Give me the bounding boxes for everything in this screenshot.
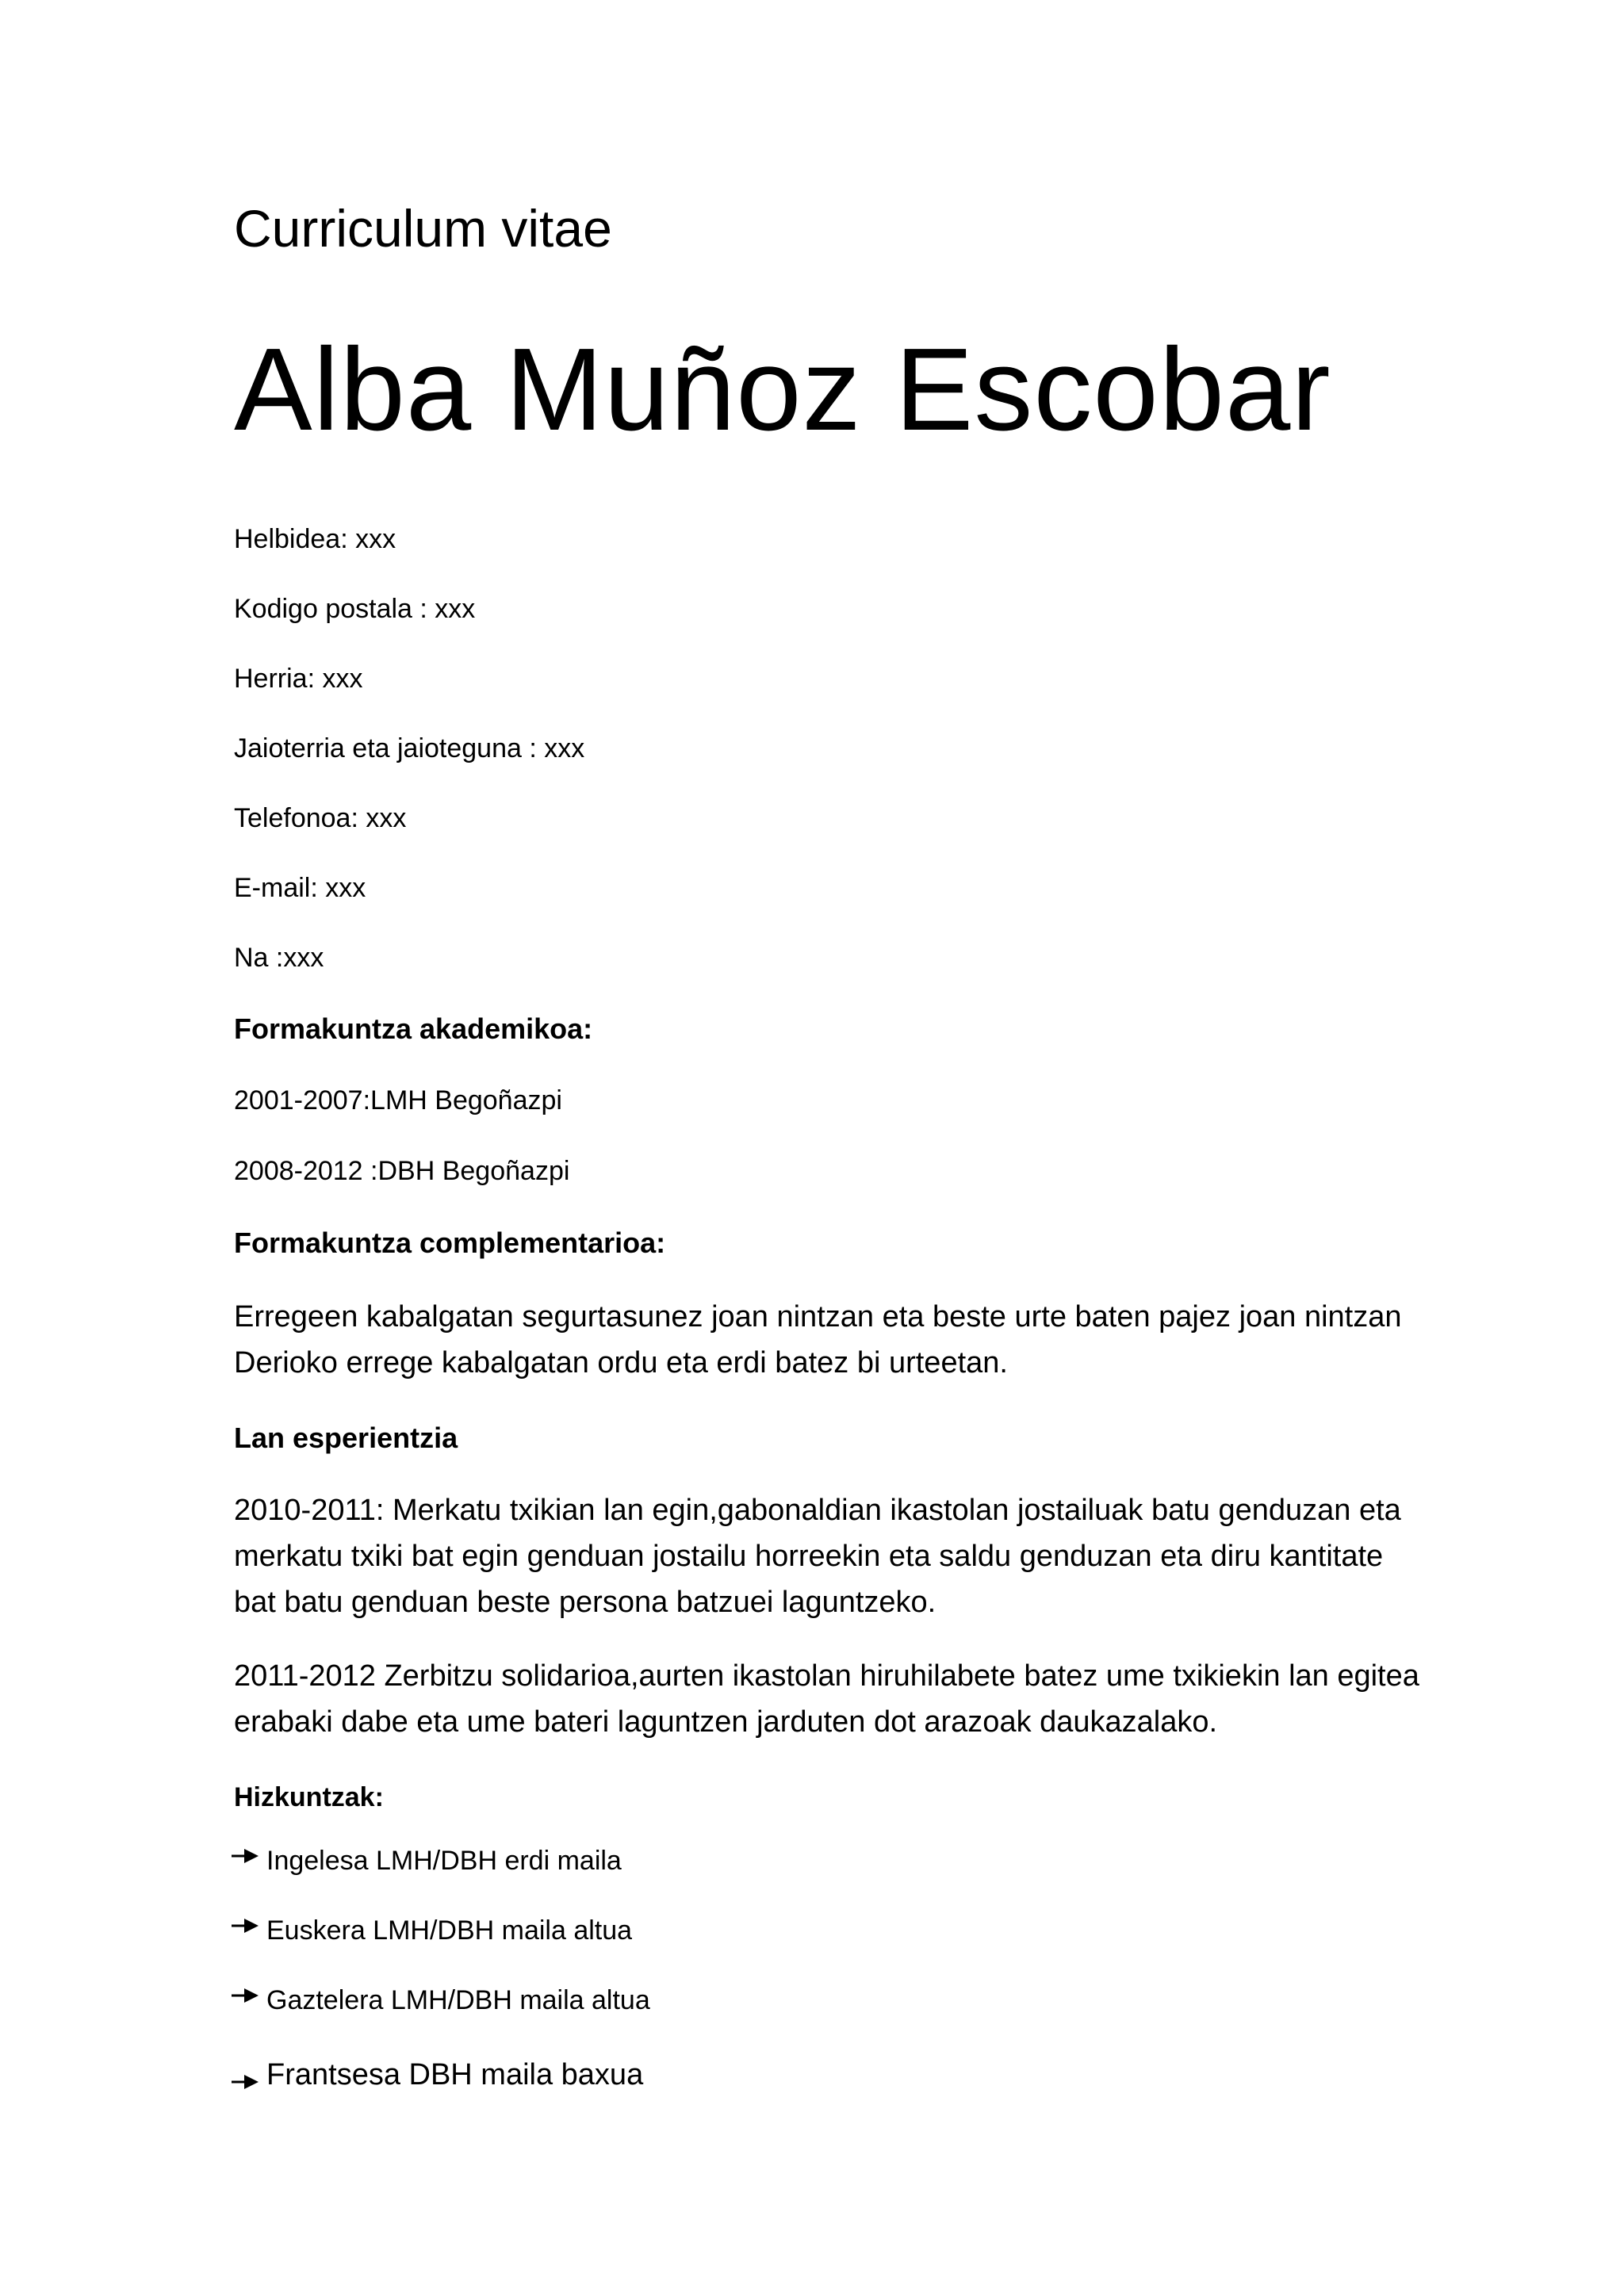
academic-heading: Formakuntza akademikoa: bbox=[234, 1012, 593, 1045]
language-label: Ingelesa LMH/DBH erdi maila bbox=[266, 1846, 622, 1876]
town-field: Herria: xxx bbox=[234, 664, 363, 694]
email-field: E-mail: xxx bbox=[234, 873, 366, 903]
language-label: Gaztelera LMH/DBH maila altua bbox=[266, 1985, 650, 2015]
na-field: Na :xxx bbox=[234, 943, 324, 973]
language-item bbox=[230, 2060, 643, 2090]
language-item bbox=[230, 1917, 632, 1944]
language-item bbox=[230, 1847, 622, 1874]
person-name: Alba Muñoz Escobar bbox=[234, 324, 1331, 455]
document-label: Curriculum vitae bbox=[234, 199, 612, 258]
arrow-right-icon bbox=[230, 2068, 260, 2091]
arrow-right-icon bbox=[230, 1984, 260, 2007]
languages-heading: Hizkuntzak: bbox=[234, 1782, 384, 1812]
experience-item: 2010-2011: Merkatu txikian lan egin,gabonaldian ikastolan jostailuak batu genduzan eta merkatu txiki bat egin genduan jostailu horreekin eta saldu genduzan eta diru kantitate bat batu genduan beste persona batzuei laguntzeko. bbox=[234, 1494, 1401, 1619]
postal-code-field: Kodigo postala : xxx bbox=[234, 594, 476, 624]
arrow-right-icon bbox=[230, 1915, 260, 1937]
complementary-text: Erregeen kabalgatan segurtasunez joan nintzan eta beste urte baten pajez joan nintzan Derioko errege kabalgatan ordu eta erdi batez bi urteetan. bbox=[234, 1300, 1402, 1380]
birth-field: Jaioterria eta jaioteguna : xxx bbox=[234, 733, 585, 763]
language-label: Frantsesa DBH maila baxua bbox=[266, 2058, 644, 2091]
experience-item: 2011-2012 Zerbitzu solidarioa,aurten ikastolan hiruhilabete batez ume txikiekin lan egitea erabaki dabe eta ume bateri laguntzen jarduten dot arazoak daukazalako. bbox=[234, 1659, 1419, 1739]
academic-item: 2001-2007:LMH Begoñazpi bbox=[234, 1085, 562, 1115]
experience-heading: Lan esperientzia bbox=[234, 1422, 458, 1454]
academic-item: 2008-2012 :DBH Begoñazpi bbox=[234, 1156, 570, 1186]
language-label: Euskera LMH/DBH maila altua bbox=[266, 1915, 633, 1946]
language-item bbox=[230, 1987, 650, 2014]
arrow-right-icon bbox=[230, 1845, 260, 1867]
phone-field: Telefonoa: xxx bbox=[234, 803, 407, 833]
complementary-heading: Formakuntza complementarioa: bbox=[234, 1226, 666, 1259]
address-field: Helbidea: xxx bbox=[234, 524, 396, 554]
